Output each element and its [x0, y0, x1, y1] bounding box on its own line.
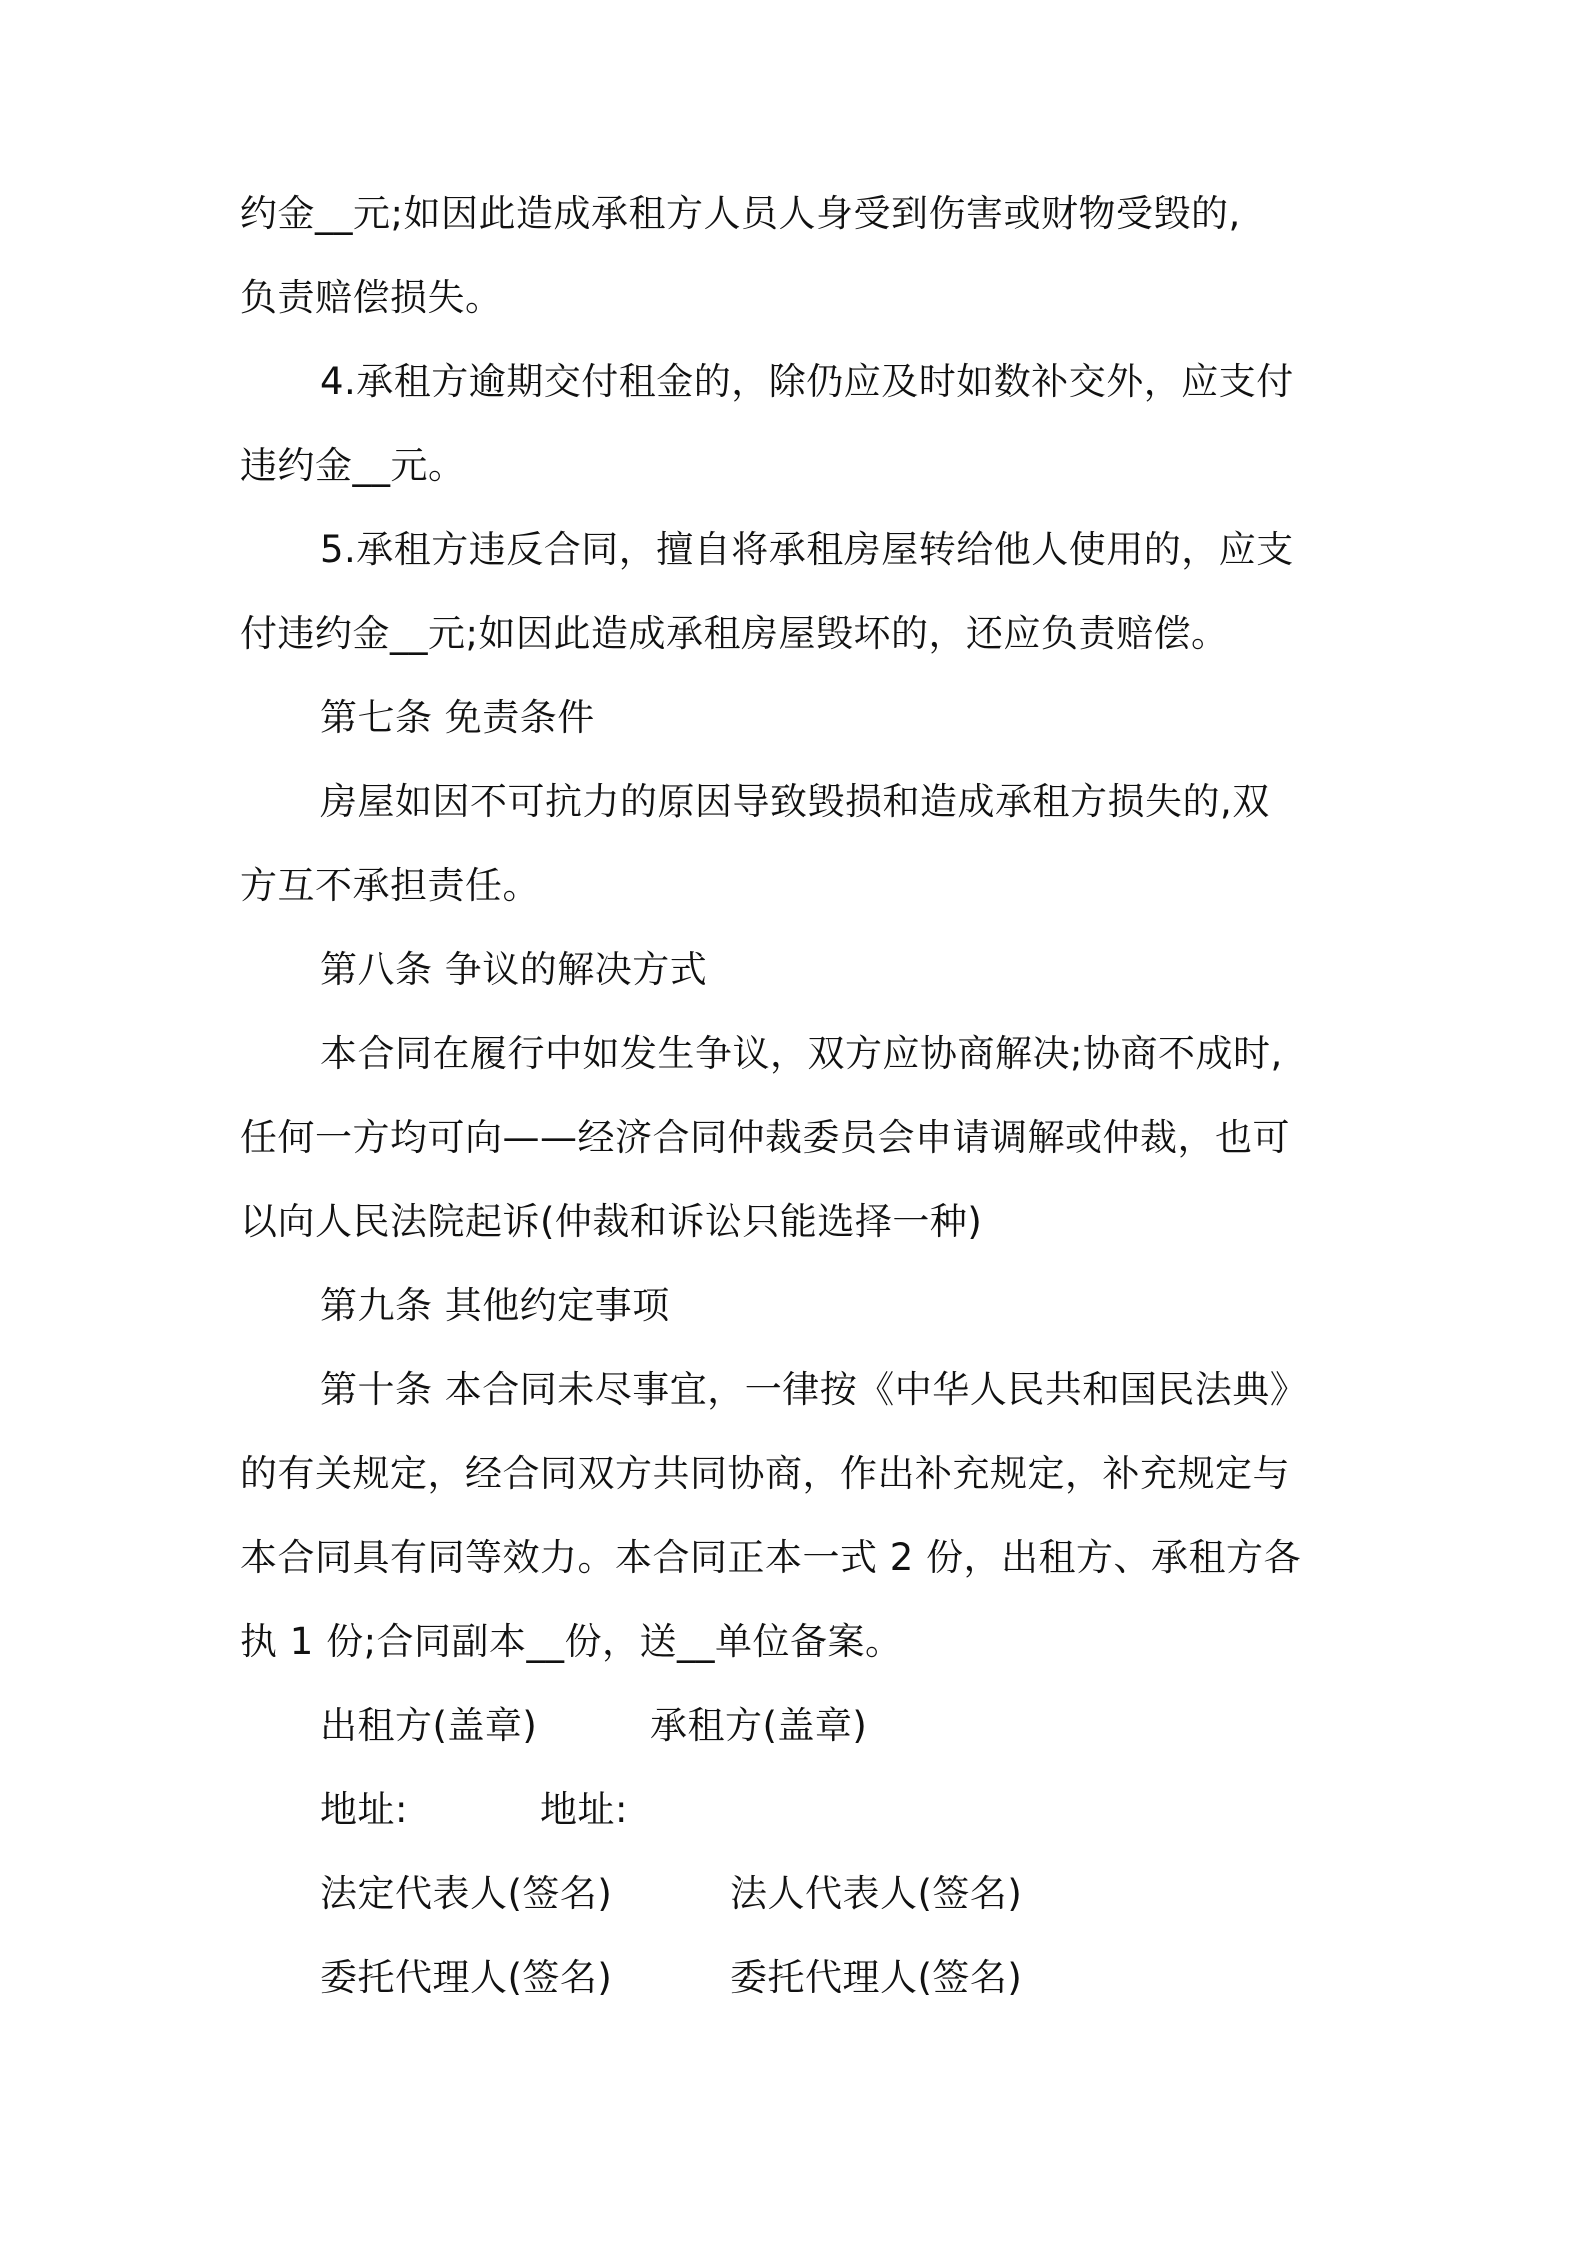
- lessee-seal-label: 承租方(盖章): [650, 1704, 868, 1747]
- paragraph-line: 约金__元;如因此造成承租方人员人身受到伤害或财物受毁的,: [240, 192, 1241, 235]
- paragraph-line: 第十条 本合同未尽事宜，一律按《中华人民共和国民法典》: [320, 1368, 1308, 1411]
- paragraph-line: 任何一方均可向——经济合同仲裁委员会申请调解或仲裁，也可: [240, 1116, 1290, 1159]
- agent-right-label: 委托代理人(签名): [730, 1956, 1023, 1999]
- paragraph-line: 本合同在履行中如发生争议，双方应协商解决;协商不成时,: [320, 1032, 1283, 1075]
- paragraph-line: 方互不承担责任。: [240, 864, 540, 907]
- paragraph-line: 负责赔偿损失。: [240, 276, 503, 319]
- legal-rep-left-label: 法定代表人(签名): [320, 1872, 613, 1915]
- paragraph-line: 付违约金__元;如因此造成承租房屋毁坏的，还应负责赔偿。: [240, 612, 1229, 655]
- section-heading: 第九条 其他约定事项: [320, 1284, 670, 1327]
- legal-rep-right-label: 法人代表人(签名): [730, 1872, 1023, 1915]
- paragraph-line: 5.承租方违反合同，擅自将承租房屋转给他人使用的，应支: [320, 528, 1294, 571]
- paragraph-line: 违约金__元。: [240, 444, 466, 487]
- section-heading: 第八条 争议的解决方式: [320, 948, 708, 991]
- section-heading: 第七条 免责条件: [320, 696, 595, 739]
- paragraph-line: 本合同具有同等效力。本合同正本一式 2 份，出租方、承租方各: [240, 1536, 1302, 1579]
- paragraph-line: 房屋如因不可抗力的原因导致毁损和造成承租方损失的,双: [320, 780, 1270, 823]
- lessor-seal-label: 出租方(盖章): [320, 1704, 538, 1747]
- address-left-label: 地址:: [320, 1788, 408, 1831]
- paragraph-line: 以向人民法院起诉(仲裁和诉讼只能选择一种): [240, 1200, 983, 1243]
- agent-left-label: 委托代理人(签名): [320, 1956, 613, 1999]
- paragraph-line: 的有关规定，经合同双方共同协商，作出补充规定，补充规定与: [240, 1452, 1290, 1495]
- paragraph-line: 4.承租方逾期交付租金的，除仍应及时如数补交外，应支付: [320, 360, 1294, 403]
- paragraph-line: 执 1 份;合同副本__份，送__单位备案。: [240, 1620, 903, 1663]
- address-right-label: 地址:: [540, 1788, 628, 1831]
